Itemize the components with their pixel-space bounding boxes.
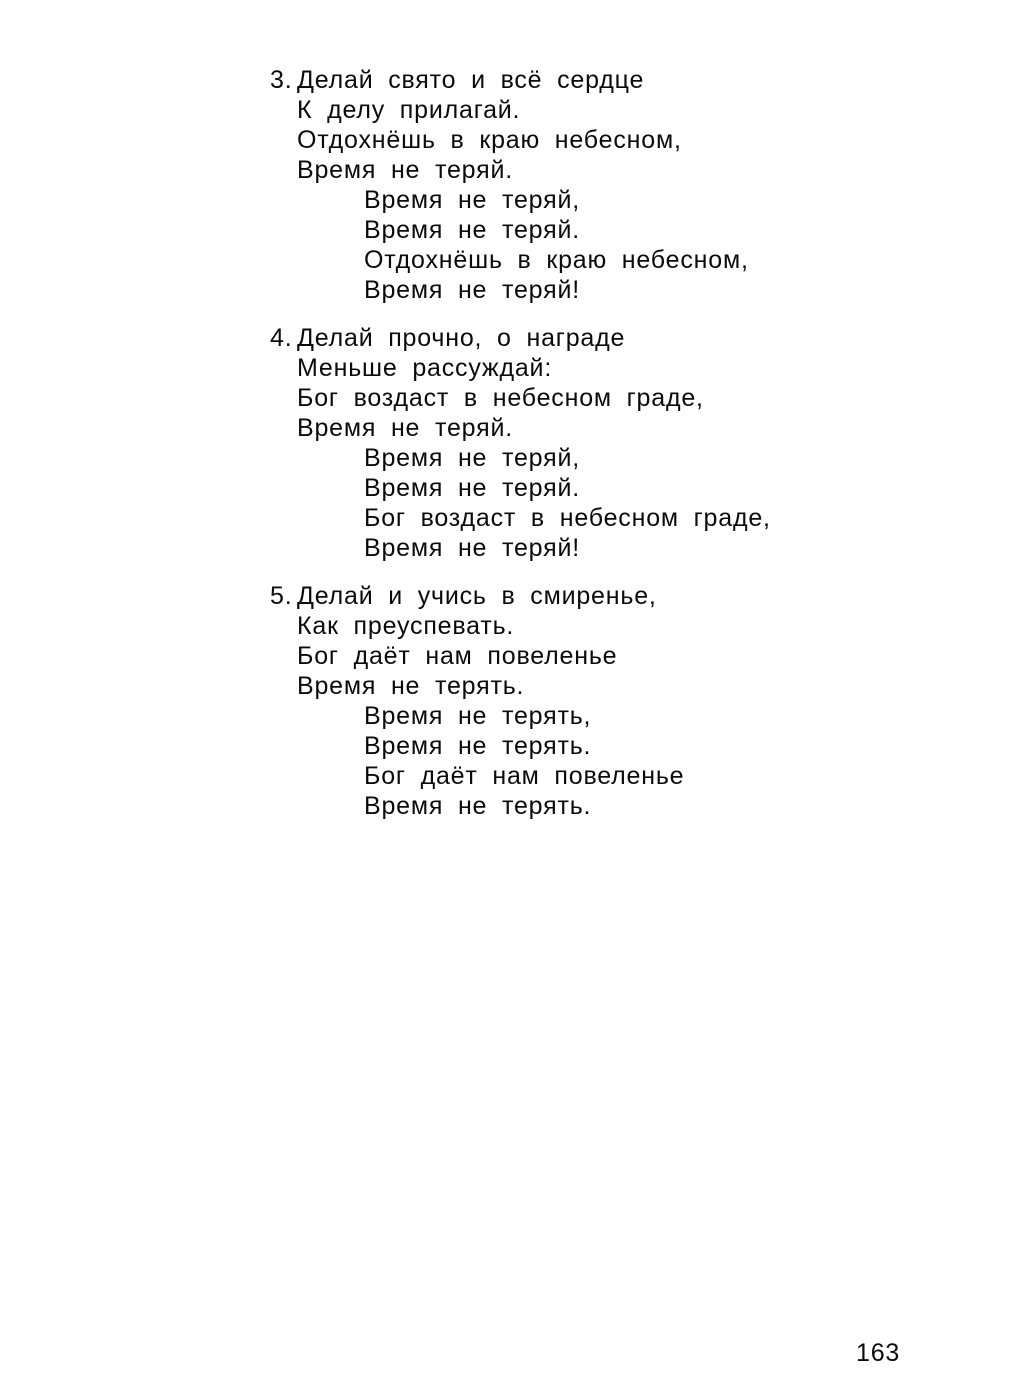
verse-line: Время не терять. — [297, 672, 525, 700]
verse-line: Время не теряй. — [297, 156, 513, 184]
verse-5 — [270, 581, 771, 821]
verse-line: Делай и учись в смиренье, — [297, 582, 657, 610]
verse-line: Время не теряй. — [297, 414, 513, 442]
verse-4 — [270, 323, 771, 563]
verse-number: 5. — [270, 582, 293, 610]
refrain-line: Время не теряй! — [364, 534, 580, 562]
verse-line: Отдохнёшь в краю небесном, — [297, 126, 682, 154]
hymn-verses — [270, 65, 771, 839]
verse-line: Делай свято и всё сердце — [297, 66, 645, 94]
refrain-line: Время не терять. — [364, 732, 592, 760]
refrain-line: Время не теряй, — [364, 186, 580, 214]
verse-number: 4. — [270, 324, 293, 352]
refrain-line: Отдохнёшь в краю небесном, — [364, 246, 749, 274]
page-number: 163 — [856, 1339, 901, 1367]
refrain-line: Время не теряй! — [364, 276, 580, 304]
refrain-line: Бог даёт нам повеленье — [364, 762, 685, 790]
verse-line: Делай прочно, о награде — [297, 324, 626, 352]
verse-line: Бог воздаст в небесном граде, — [297, 384, 704, 412]
refrain-line: Время не терять, — [364, 702, 592, 730]
verse-3 — [270, 65, 771, 305]
verse-line: К делу прилагай. — [297, 96, 521, 124]
verse-line: Как преуспевать. — [297, 612, 515, 640]
verse-line: Бог даёт нам повеленье — [297, 642, 618, 670]
refrain-line: Время не теряй. — [364, 216, 580, 244]
verse-number: 3. — [270, 66, 293, 94]
verse-line: Меньше рассуждай: — [297, 354, 553, 382]
refrain-line: Время не теряй. — [364, 474, 580, 502]
refrain-line: Время не теряй, — [364, 444, 580, 472]
refrain-line: Бог воздаст в небесном граде, — [364, 504, 771, 532]
refrain-line: Время не терять. — [364, 792, 592, 820]
